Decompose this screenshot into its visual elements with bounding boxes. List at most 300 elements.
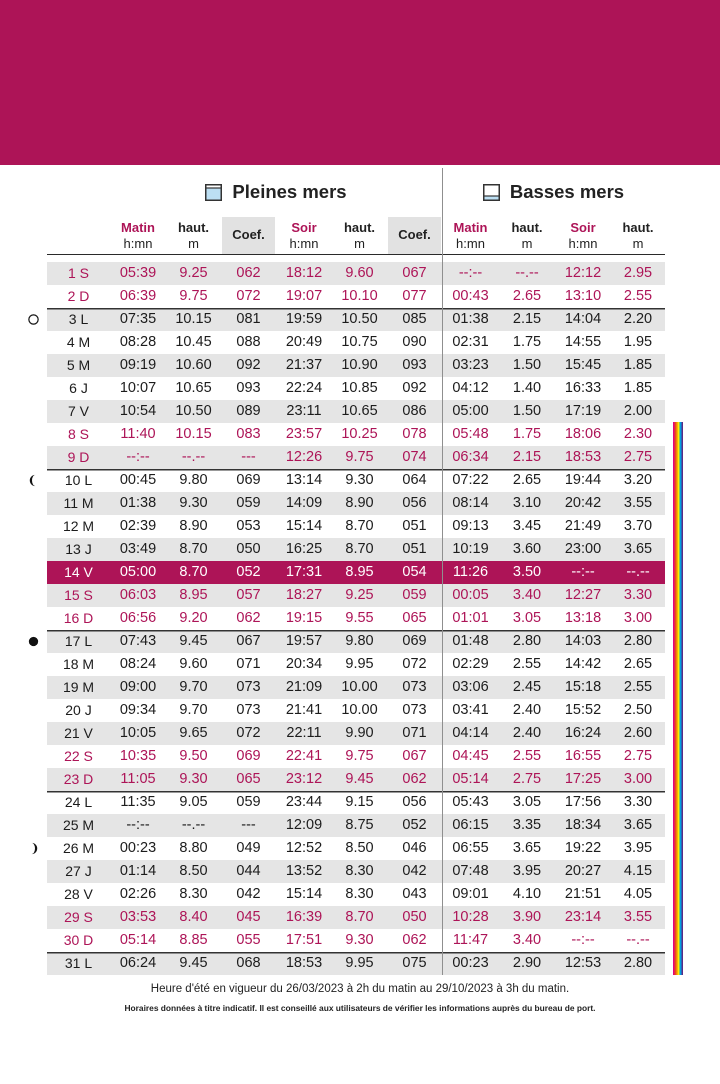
basse-soir-heure: 15:45	[564, 357, 602, 373]
pleine-soir-heure: 22:24	[285, 380, 323, 396]
basse-soir-heure: 18:34	[564, 817, 602, 833]
pleine-soir-heure: 18:12	[285, 265, 323, 281]
pleine-matin-coef: ---	[241, 817, 256, 833]
pleine-soir-heure: 19:07	[285, 288, 323, 304]
basse-soir-heure: 12:12	[564, 265, 602, 281]
pleine-soir-hauteur: 8.90	[345, 495, 374, 511]
day-label: 25 M	[62, 817, 95, 833]
basse-matin-hauteur: 3.40	[512, 587, 542, 603]
basse-matin-hauteur: 2.65	[512, 472, 542, 488]
basse-matin-heure: 02:31	[452, 334, 489, 350]
pleine-soir-hauteur-header	[332, 217, 387, 254]
pleine-soir-hauteur: 8.75	[345, 817, 374, 833]
pleine-soir-hauteur: 9.75	[345, 748, 374, 764]
pleine-matin-hauteur: 10.15	[175, 426, 212, 442]
pleine-soir-coef: 062	[402, 771, 427, 787]
basse-soir-hauteur-label: haut.	[622, 220, 654, 235]
pleine-soir-coef: 051	[402, 541, 427, 557]
pleine-matin-coef: 059	[236, 794, 261, 810]
pleine-matin-hauteur: 8.80	[179, 840, 208, 856]
pleine-matin-hauteur: 9.80	[179, 472, 208, 488]
basse-soir-heure: 18:53	[564, 449, 602, 465]
pleine-soir-heure: 18:27	[285, 587, 323, 603]
pleine-soir-coef: 073	[402, 702, 427, 718]
pleine-matin-heure: 10:07	[119, 380, 157, 396]
basse-matin-hauteur: 4.10	[512, 886, 542, 902]
pleine-matin-coef: ---	[241, 449, 256, 465]
pleine-soir-hauteur: 10.00	[341, 679, 378, 695]
day-label: 6 J	[69, 380, 88, 396]
pleine-matin-hauteur: 9.25	[179, 265, 208, 281]
basse-soir-hauteur: 2.55	[623, 679, 653, 695]
basse-matin-heure: 02:29	[452, 656, 489, 672]
pleine-soir-hauteur: 10.00	[341, 702, 378, 718]
basse-soir-heure: --:--	[571, 932, 595, 948]
pleine-soir-coef: 090	[402, 334, 427, 350]
basse-soir-hauteur: 2.60	[623, 725, 653, 741]
basse-soir-heure: 19:44	[564, 472, 602, 488]
pleine-matin-coef: 050	[236, 541, 261, 557]
basse-matin-hauteur: 2.55	[512, 748, 542, 764]
basse-matin-heure: 11:26	[452, 564, 489, 580]
table-row	[47, 561, 665, 584]
table-row	[47, 791, 665, 814]
pleine-matin-hauteur: 9.75	[179, 288, 208, 304]
pleine-matin-coef: 052	[236, 564, 261, 580]
pleine-soir-coef: 065	[402, 610, 427, 626]
basse-soir-hauteur: 3.65	[623, 817, 653, 833]
table-row	[47, 469, 665, 492]
pleine-soir-hauteur: 9.55	[345, 610, 374, 626]
pleine-soir-coef: 052	[402, 817, 427, 833]
basse-soir-hauteur: 4.05	[623, 886, 653, 902]
low-tide-icon	[483, 184, 500, 201]
basse-matin-unit: h:mn	[456, 236, 485, 251]
basse-soir-hauteur: 2.80	[623, 955, 653, 971]
pleine-soir-coef: 062	[402, 932, 427, 948]
pleine-soir-label: Soir	[291, 220, 317, 235]
basse-soir-heure: 19:22	[564, 840, 602, 856]
basse-matin-heure: 06:55	[452, 840, 489, 856]
day-label: 26 M	[62, 840, 95, 856]
table-row	[47, 423, 665, 446]
basse-matin-heure: 00:05	[452, 587, 489, 603]
pleine-matin-heure: 06:24	[119, 955, 157, 971]
pleine-soir-coef: 086	[402, 403, 427, 419]
pleine-soir-header	[276, 217, 332, 254]
basses-mers-heading	[442, 180, 665, 204]
day-label: 28 V	[64, 886, 93, 902]
pleine-soir-coef: 093	[402, 357, 427, 373]
pleine-matin-heure: 11:40	[120, 426, 156, 442]
basse-matin-hauteur: 2.40	[512, 725, 542, 741]
table-row	[47, 308, 665, 331]
pleine-matin-hauteur: 8.70	[179, 564, 208, 580]
section-divider	[442, 168, 443, 975]
high-tide-icon	[205, 184, 222, 201]
basse-soir-hauteur: 3.55	[623, 495, 653, 511]
pleine-matin-unit: h:mn	[123, 236, 153, 251]
pleine-matin-hauteur: 10.45	[175, 334, 212, 350]
basse-soir-heure: 16:24	[564, 725, 602, 741]
basses-mers-title: Basses mers	[509, 181, 625, 202]
day-label: 12 M	[62, 518, 95, 534]
pleine-matin-hauteur: 9.30	[179, 495, 208, 511]
day-label: 16 D	[63, 610, 94, 626]
pleine-soir-heure: 14:09	[285, 495, 323, 511]
day-label: 13 J	[65, 541, 92, 557]
pleine-soir-heure: 22:41	[285, 748, 323, 764]
pleine-matin-coef: 083	[236, 426, 261, 442]
basse-soir-heure: 21:51	[564, 886, 602, 902]
basse-matin-heure: 08:14	[452, 495, 489, 511]
basse-matin-hauteur: 3.35	[512, 817, 542, 833]
basse-matin-hauteur: 1.50	[512, 357, 542, 373]
basse-soir-hauteur: 2.50	[623, 702, 653, 718]
basse-matin-hauteur: 1.50	[512, 403, 542, 419]
pleine-soir-heure: 16:39	[285, 909, 323, 925]
table-row	[47, 837, 665, 860]
day-column-header	[47, 217, 110, 254]
pleine-soir-coef: 067	[402, 748, 427, 764]
basse-soir-heure: 12:27	[564, 587, 602, 603]
table-row	[47, 538, 665, 561]
pleine-soir-coef: 078	[402, 426, 427, 442]
pleine-matin-hauteur: 10.15	[175, 311, 212, 327]
pleine-matin-heure: 03:49	[119, 541, 157, 557]
basse-matin-hauteur: 1.75	[512, 426, 542, 442]
basse-soir-hauteur: 2.75	[623, 748, 653, 764]
table-row	[47, 860, 665, 883]
new-moon-icon	[27, 635, 40, 648]
pleine-matin-heure: 01:14	[119, 863, 157, 879]
table-row	[47, 699, 665, 722]
basse-soir-hauteur: 1.85	[623, 357, 653, 373]
pleine-soir-heure: 12:52	[285, 840, 323, 856]
basse-soir-hauteur-header	[611, 217, 665, 254]
pleine-matin-coef: 045	[236, 909, 261, 925]
basse-soir-heure: 20:42	[564, 495, 602, 511]
basse-soir-label: Soir	[570, 220, 596, 235]
pleine-matin-label: Matin	[121, 220, 155, 235]
pleine-soir-coef: 085	[402, 311, 427, 327]
day-label: 10 L	[64, 472, 93, 488]
pleine-soir-heure: 19:59	[285, 311, 323, 327]
basse-matin-hauteur: 2.15	[512, 449, 542, 465]
pleine-soir-hauteur: 9.95	[345, 955, 374, 971]
basse-matin-heure: 09:01	[452, 886, 489, 902]
table-row	[47, 607, 665, 630]
pleine-matin-coef: 088	[236, 334, 261, 350]
pleine-soir-heure: 18:53	[285, 955, 323, 971]
basse-matin-heure: 05:48	[452, 426, 489, 442]
basse-soir-hauteur: 2.65	[623, 656, 653, 672]
basse-matin-hauteur: 1.40	[512, 380, 542, 396]
pleine-soir-coef: 074	[402, 449, 427, 465]
day-label: 19 M	[62, 679, 95, 695]
basse-soir-hauteur: 2.95	[623, 265, 653, 281]
pleine-matin-hauteur: 9.20	[179, 610, 208, 626]
basse-matin-hauteur: 2.90	[512, 955, 542, 971]
pleine-soir-coef: 059	[402, 587, 427, 603]
day-label: 31 L	[64, 955, 93, 971]
basse-matin-heure: 06:15	[452, 817, 489, 833]
pleine-matin-coef: 092	[236, 357, 261, 373]
basse-soir-heure: 14:55	[564, 334, 602, 350]
pleine-matin-heure: 08:24	[119, 656, 157, 672]
pleine-matin-hauteur: 9.50	[179, 748, 208, 764]
pleine-matin-hauteur-label: haut.	[177, 220, 210, 235]
pleine-soir-heure: 15:14	[285, 886, 323, 902]
pleine-soir-coef: 056	[402, 495, 427, 511]
last-quarter-moon-icon	[27, 474, 40, 487]
pleine-matin-hauteur: 9.70	[179, 679, 208, 695]
table-row	[47, 653, 665, 676]
basse-matin-hauteur: 3.65	[512, 840, 542, 856]
pleine-matin-heure: --:--	[126, 817, 150, 833]
basse-soir-hauteur: 4.15	[623, 863, 653, 879]
table-row	[47, 630, 665, 653]
basse-soir-heure: 23:14	[564, 909, 602, 925]
pleine-matin-heure: 07:43	[119, 633, 157, 649]
basse-matin-hauteur: 2.15	[512, 311, 542, 327]
basse-matin-heure: 05:00	[452, 403, 489, 419]
pleine-soir-hauteur: 8.30	[345, 886, 374, 902]
basse-soir-hauteur: 2.00	[623, 403, 653, 419]
pleine-matin-heure: 02:26	[119, 886, 157, 902]
day-label: 3 L	[68, 311, 89, 327]
pleine-matin-heure: 00:45	[119, 472, 157, 488]
table-row	[47, 676, 665, 699]
pleine-matin-hauteur: 9.65	[179, 725, 208, 741]
pleine-matin-hauteur: 9.45	[179, 633, 208, 649]
basse-matin-heure: 01:01	[452, 610, 489, 626]
pleine-matin-coef: 059	[236, 495, 261, 511]
table-row	[47, 400, 665, 423]
pleine-matin-heure: 05:39	[119, 265, 157, 281]
pleine-soir-coef: 071	[402, 725, 427, 741]
pleine-soir-hauteur-label: haut.	[343, 220, 376, 235]
pleine-soir-hauteur: 10.75	[341, 334, 378, 350]
pleine-matin-hauteur: 9.60	[179, 656, 208, 672]
basse-matin-hauteur: 2.75	[512, 771, 542, 787]
pleine-matin-coef: 044	[236, 863, 261, 879]
basse-matin-heure: 03:23	[452, 357, 489, 373]
table-row	[47, 262, 665, 285]
basse-soir-hauteur: 3.30	[623, 794, 653, 810]
pleine-matin-coef: 081	[236, 311, 261, 327]
table-row	[47, 814, 665, 837]
full-moon-icon	[27, 313, 40, 326]
table-row	[47, 929, 665, 952]
pleine-matin-hauteur: 8.50	[179, 863, 208, 879]
pleine-soir-hauteur: 8.70	[345, 909, 374, 925]
pleine-matin-heure: 00:23	[119, 840, 157, 856]
basse-soir-hauteur: 2.30	[623, 426, 653, 442]
pleine-soir-coef: 046	[402, 840, 427, 856]
day-label: 5 M	[66, 357, 91, 373]
pleine-matin-heure: 11:35	[120, 794, 156, 810]
pleine-soir-coef: 067	[402, 265, 427, 281]
pleine-soir-hauteur-unit: m	[354, 236, 365, 251]
basse-matin-hauteur: 2.80	[512, 633, 542, 649]
pleine-matin-heure: 08:28	[119, 334, 157, 350]
table-row	[47, 906, 665, 929]
pleine-soir-coef: 054	[402, 564, 427, 580]
pleine-matin-hauteur: 10.60	[175, 357, 212, 373]
pleine-soir-coef: 069	[402, 633, 427, 649]
basse-matin-hauteur: 2.45	[512, 679, 542, 695]
pleine-soir-hauteur: 9.90	[345, 725, 374, 741]
pleine-matin-heure: 09:34	[119, 702, 157, 718]
pleine-soir-hauteur: 10.10	[341, 288, 378, 304]
pleine-matin-hauteur: 10.50	[175, 403, 212, 419]
pleine-matin-heure: 07:35	[119, 311, 157, 327]
pleine-soir-unit: h:mn	[289, 236, 319, 251]
table-row	[47, 952, 665, 975]
pleine-matin-hauteur-unit: m	[188, 236, 199, 251]
table-row	[47, 492, 665, 515]
pleine-matin-heure: 09:19	[119, 357, 157, 373]
pleine-soir-hauteur: 10.90	[341, 357, 378, 373]
basse-soir-heure: 12:53	[564, 955, 602, 971]
basse-soir-hauteur: 2.55	[623, 288, 653, 304]
day-label: 17 L	[64, 633, 93, 649]
pleine-matin-hauteur: --.--	[181, 449, 206, 465]
pleine-matin-coef: 072	[236, 288, 261, 304]
basse-matin-hauteur: 3.05	[512, 610, 542, 626]
pleine-soir-coef: 092	[402, 380, 427, 396]
pleine-matin-coef: 067	[236, 633, 261, 649]
pleine-soir-heure: 17:51	[285, 932, 323, 948]
pleine-soir-heure: 17:31	[285, 564, 323, 580]
table-row	[47, 768, 665, 791]
basse-matin-heure: 09:13	[452, 518, 489, 534]
basse-matin-hauteur: 2.40	[512, 702, 542, 718]
day-label: 7 V	[67, 403, 89, 419]
pleine-matin-heure: 10:35	[119, 748, 157, 764]
basse-soir-heure: 17:19	[564, 403, 602, 419]
basse-soir-hauteur: 1.85	[623, 380, 653, 396]
pleines-mers-title: Pleines mers	[232, 181, 347, 202]
basse-matin-hauteur-unit: m	[521, 236, 533, 251]
pleine-matin-hauteur: 9.05	[179, 794, 208, 810]
pleine-matin-hauteur: 8.90	[179, 518, 208, 534]
day-label: 23 D	[63, 771, 94, 787]
basse-matin-heure: 05:14	[452, 771, 489, 787]
basse-soir-heure: 17:56	[564, 794, 602, 810]
basse-soir-heure: 18:06	[564, 426, 602, 442]
basse-matin-heure: 10:19	[452, 541, 489, 557]
pleine-soir-heure: 13:14	[285, 472, 323, 488]
day-label: 27 J	[65, 863, 92, 879]
day-label: 8 S	[67, 426, 89, 442]
pleine-matin-hauteur: 10.65	[175, 380, 212, 396]
pleine-soir-coef: 043	[402, 886, 427, 902]
pleine-matin-hauteur: 8.30	[179, 886, 208, 902]
pleine-soir-heure: 23:11	[286, 403, 322, 419]
basse-matin-heure: 10:28	[452, 909, 489, 925]
basse-soir-heure: 23:00	[564, 541, 602, 557]
pleine-matin-coef: 053	[236, 518, 261, 534]
pleine-matin-heure: 02:39	[119, 518, 157, 534]
pleine-soir-heure: 12:26	[285, 449, 323, 465]
pleine-matin-coef: 073	[236, 679, 261, 695]
pleine-matin-hauteur-header	[166, 217, 221, 254]
day-label: 24 L	[64, 794, 93, 810]
pleine-soir-heure: 20:34	[285, 656, 323, 672]
day-label: 1 S	[67, 265, 89, 281]
basse-soir-hauteur: 2.20	[623, 311, 653, 327]
pleine-soir-heure: 23:57	[285, 426, 323, 442]
pleine-matin-coef: 068	[236, 955, 261, 971]
basse-soir-hauteur: 1.95	[623, 334, 653, 350]
pleine-matin-coef: 062	[236, 610, 261, 626]
pleine-matin-hauteur: 8.70	[179, 541, 208, 557]
basse-matin-hauteur: 2.65	[512, 288, 542, 304]
basse-soir-heure: 16:33	[564, 380, 602, 396]
basse-matin-label: Matin	[453, 220, 488, 235]
pleine-soir-heure: 23:12	[285, 771, 323, 787]
pleine-soir-hauteur: 8.70	[345, 541, 374, 557]
pleine-soir-hauteur: 9.80	[345, 633, 374, 649]
pleine-matin-coef: 089	[236, 403, 261, 419]
pleine-soir-heure: 12:09	[285, 817, 323, 833]
section-titles	[110, 180, 665, 204]
day-label: 20 J	[65, 702, 92, 718]
pleine-matin-heure: --:--	[126, 449, 150, 465]
pleine-soir-hauteur: 9.95	[345, 656, 374, 672]
basse-soir-hauteur: 2.80	[623, 633, 653, 649]
basse-matin-header	[442, 217, 499, 254]
pleine-soir-coef: 064	[402, 472, 427, 488]
basse-soir-heure: 21:49	[564, 518, 602, 534]
pleine-matin-heure: 06:39	[119, 288, 157, 304]
pleine-soir-heure: 21:09	[285, 679, 323, 695]
basse-matin-heure: --:--	[458, 265, 483, 281]
basse-matin-heure: 03:41	[452, 702, 489, 718]
pleine-soir-heure: 19:57	[285, 633, 323, 649]
basse-soir-heure: --:--	[571, 564, 595, 580]
column-headers	[47, 217, 665, 255]
basse-matin-heure: 00:23	[452, 955, 489, 971]
day-label: 15 S	[64, 587, 93, 603]
basse-matin-hauteur: 3.90	[512, 909, 542, 925]
pleine-soir-hauteur: 10.50	[341, 311, 378, 327]
first-quarter-moon-icon	[27, 842, 40, 855]
basse-soir-heure: 15:52	[564, 702, 602, 718]
pleine-soir-hauteur: 8.50	[345, 840, 374, 856]
pleine-soir-heure: 23:44	[285, 794, 323, 810]
pleine-soir-hauteur: 9.30	[345, 472, 374, 488]
pleine-matin-coef: 072	[236, 725, 261, 741]
table-row	[47, 883, 665, 906]
pleine-matin-coef: 073	[236, 702, 261, 718]
pleine-soir-hauteur: 9.75	[345, 449, 374, 465]
pleine-matin-coef: 065	[236, 771, 261, 787]
pleine-matin-coef-label: Coef.	[232, 227, 265, 243]
pleine-soir-heure: 19:15	[285, 610, 323, 626]
pleine-matin-coef-header	[222, 217, 275, 254]
basse-soir-hauteur: 3.70	[623, 518, 653, 534]
table-row	[47, 722, 665, 745]
day-label: 29 S	[64, 909, 93, 925]
pleine-soir-hauteur: 10.85	[341, 380, 378, 396]
basse-matin-heure: 01:38	[452, 311, 489, 327]
pleine-matin-coef: 057	[236, 587, 261, 603]
pleine-soir-coef: 077	[402, 288, 427, 304]
rainbow-stripe	[673, 422, 683, 975]
